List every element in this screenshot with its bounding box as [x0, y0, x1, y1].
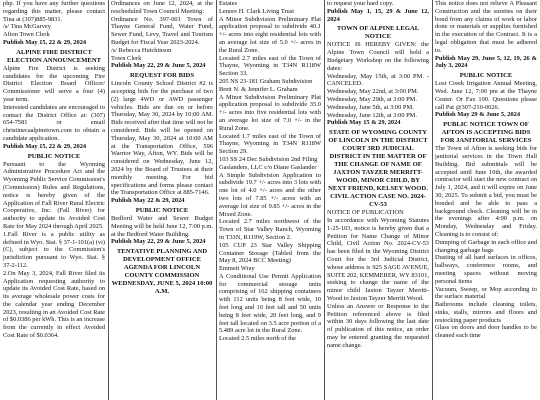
- notice-paragraph: Estates: [219, 0, 238, 7]
- publish-dates: Publish May 29, June 5, 12, 19, 26 & July 3, 2024: [435, 54, 537, 70]
- publish-dates: Publish May 29 & June 5, 2024: [435, 111, 521, 119]
- notice-paragraph: Located 2.5 miles north of the: [219, 335, 297, 343]
- notice-heading: ALPINE FIRE DISTRICT ELECTION ANNOUNCEMENT: [7, 48, 101, 64]
- notice-paragraph: NOTICE OF PUBLICATION: [327, 209, 404, 217]
- notice-heading: TOWN OF ALPINE LEGAL NOTICE: [336, 25, 420, 41]
- notice-heading: PUBLIC NOTICE: [27, 152, 81, 160]
- publish-dates: Publish May 15 & 29, 2024: [327, 119, 401, 127]
- notice-paragraph: Unless an Answer or Response to the Petition referenced above is filed within 30 days following the last date of publication of this notice, an order may be entered granting the requested name change.: [327, 302, 429, 349]
- notice-paragraph: A Minor Subdivision Preliminary Plat application proposal to subdivide 35.0 +/- acres into five residential lots with an average lot size of 7.0 +/- in the Rural Zone.: [219, 93, 321, 132]
- publish-dates: Publish May 15, 22 & 29, 2024: [3, 38, 87, 46]
- notice-paragraph: Lincoln County School District #2 is accepting bids for the purchase of two (2) large 4WD or AWD passenger vehicles. Bids are due on or before Thursday, May 30, 2024 by 10:00 AM. Bids received after that time will not be considered. Bids will be opened on Thursday, May 30, 2024 at 10:00 AM at the Transportation Office, 596 Warrior Way, Afton, WY. Bids will be considered on Wednesday, June 12, 2024 by the Board of Trustees at their monthly meeting. For bid specifications and forms please contact the Transportation Office at 885-7146.: [111, 80, 213, 197]
- notice-heading: REQUEST FOR BIDS: [129, 72, 194, 80]
- column-divider: [108, 0, 109, 400]
- column-5: [435, 0, 537, 340]
- notice-paragraph: Wednesday, June 5th, at 3:00 PM.: [327, 103, 414, 111]
- notice-paragraph: Ordinances on June 12, 2024, at the rescheduled Town Council Meeting:: [111, 0, 213, 15]
- notice-paragraph: Wednesday, June 12th, at 3:00 PM.: [327, 111, 417, 119]
- notice-paragraph: A Conditional Use Permit Application for commercial storage units comprising of 162 shipping containers with 112 units being 8 feet wide, 10 feet long and 10 feet tall and 50 units being 8 feet wide, 20 feet long, and 9 feet tall located on 3.5 acre portion of a 5.489 acre lot in the Rural Zone.: [219, 272, 321, 335]
- notice-paragraph: A Minor Subdivision Preliminary Plat application proposal to subdivide 40.1 +/- acres into eight residential lots with an average lot size of 5.0 +/- acres in the Rural Zone.: [219, 15, 321, 54]
- notice-paragraph: 2.On May 3, 2024, Fall River filed its Application requesting authority to update its Avoided Cost Rate, based on its average wholesale power costs for the calendar year ending December 2023, resulting in an Avoided Cost Rate of $0.0386 per kWh. This is an increase from the currently in effect Avoided Cost Rate of $0.0364.: [3, 269, 105, 340]
- notice-paragraph: This notice does not relieve A Pleasant Construction and the sureties on their bond from any claims of work or labor done or materials or supplies furnished in the execution of the Contract. It is a legal obligation that must be adhered to.: [435, 0, 537, 54]
- notice-signature: /s/ Rebecca Hutchinson: [111, 46, 172, 54]
- notice-paragraph: A Simple Subdivision Application to subdivide 19.7 +/- acres into 3 lots with one lot of 4.0 +/- acres and the other two lots of 7.85 +/- acres with an average lot size of 9.85 +/- acres in the Mixed Zone.: [219, 171, 321, 218]
- column-divider: [432, 0, 433, 400]
- notice-paragraph: NOTICE IS HEREBY GIVEN: the Alpine Town Council will hold a Budgetary Workshop on the following dates:: [327, 41, 429, 72]
- publish-dates: Publish May 1, 15, 29 & June 12, 2024: [327, 7, 429, 23]
- notice-heading: PUBLIC NOTICE TOWN OF AFTON IS ACCEPTING BIDS FOR JANITORIAL SERVICES: [440, 121, 532, 145]
- notice-paragraph: Located 2.7 miles east of the Town of Thayne, Wyoming in T34N R118W Section 33.: [219, 54, 321, 78]
- notice-paragraph: Wednesday, May 15th, at 3:00 PM. - CANCELED.: [327, 72, 429, 88]
- notice-paragraph: Gaslanders, LLC c/o Diane Gaslander: [219, 163, 317, 171]
- notice-paragraph: 1.Fall River is a public utility as defined in Wyo. Stat. § 37-1-101(a) (vi)(C), subject to the Commission's jurisdiction pursuant to Wyo. Stat. § 37-2-112.: [3, 230, 105, 269]
- column-4: [327, 0, 429, 350]
- notice-paragraph: Brett N. & Jennifer L. Graham: [219, 85, 298, 93]
- publish-dates: Publish May 15, 22 & 29, 2024: [3, 142, 87, 150]
- notice-heading: TENTATIVE PLANNING AND DEVELOPMENT OFFICE AGENDA FOR LINCOLN COUNTY COMMISSION WEDNESDAY, JUNE 5, 2024 10:00 A.M.: [111, 248, 213, 296]
- notice-heading: PUBLIC NOTICE: [459, 72, 513, 80]
- notice-heading: STATE OF WYOMING COUNTY OF LINCOLN IN THE DISTRICT COURT 3RD JUDICIAL DISTRICT IN THE MATTER OF THE CHANGE OF NAME OF JAXTON TAYZER MERRITT-WOOD, MINOR CHILD, BY NEXT FRIEND, KELSEY WOOD. CIVIL ACTION CASE NO. 2024-CV-53: [328, 129, 428, 209]
- notice-paragraph: Wednesday, May 29th, at 3:00 PM.: [327, 95, 417, 103]
- notice-signature: Afton Town Clerk: [3, 31, 50, 39]
- notice-paragraph: Pursuant to the Wyoming Administrative Procedure Act and the Wyoming Public Service Commission's (Commission) Rules and Regulations, notice is hereby given of the Application of Fall River Rural Electric Cooperative, Inc. (Fall River) for authority to update its Avoided Cost Rate for May 2024 through April 2025.: [3, 160, 105, 230]
- notice-paragraph: Dumping of Garbage in each office and changing garbage bags: [435, 238, 537, 254]
- notice-paragraph: Dusting of all hard surfaces in offices, hallways, conference rooms, and meeting spaces without moving personal items: [435, 254, 537, 285]
- notice-paragraph: Glass on doors and door handles to be cleaned each time: [435, 324, 537, 340]
- notice-paragraph: 105 CUP 23 Star Valley Shipping Container Storage (Tabled from the May 8, 2024 BCC Meeting): [219, 241, 321, 265]
- notice-paragraph: Located 2.7 miles northwest of the Town of Star Valley Ranch, Wyoming in T33N, R119W, Section 2.: [219, 218, 321, 241]
- notice-paragraph: Located 1.7 miles east of the Town of Thayne, Wyoming in T34N R118W Section 29.: [219, 132, 321, 156]
- notice-paragraph: Interested candidates are encouraged to contact the District Office at: (307) 654-7581 or email christinecaalpinetown.com to obtain a candidate application.: [3, 103, 105, 142]
- notice-paragraph: Wednesday, May 22nd, at 3:00 PM.: [327, 88, 419, 96]
- notice-paragraph: Emmett Wray: [219, 265, 255, 273]
- notice-paragraph: In accordance with Wyoming Statutes 1-25-103, notice is hereby given that a Petition for Name Change of Minor Child, Civil Action No. 2024-CV-53 has been filed in the Wyoming District Court for the 3rd Judicial District, whose address is 925 SAGE AVENUE, SUITE 202, KEMMERER, WY 83101, seeking to change the name of the minor child Jaxton Tayzer Merritt-Wood to Jaxton Tayzer Merritt Wood.: [327, 216, 429, 302]
- notice-signature: /s/ Tina McGarvey: [3, 23, 51, 31]
- notice-paragraph: Lost Creek Irrigation Annual Meeting, Wed. June 12, 7:00 pm at the Thayne Center. Or Fax 100. Questions please call Pat @307-210-0026.: [435, 80, 537, 111]
- notice-paragraph: Bedford Water and Sewer Budget Meeting will be held June 12, 7:00 p.m. at the Bedford Water Building.: [111, 214, 213, 238]
- publish-dates: Publish May 22 & 29, 2024: [111, 197, 185, 205]
- column-2: [111, 0, 213, 296]
- notice-paragraph: to request your hard copy.: [327, 0, 394, 7]
- column-divider: [324, 0, 325, 400]
- column-1: [3, 0, 105, 340]
- publish-dates: Publish May 22, 29 & June 5, 2024: [111, 62, 206, 70]
- notice-heading: PUBLIC NOTICE: [135, 206, 189, 214]
- notice-paragraph: 103 SS 24 Dec Subdivision 2nd Filing: [219, 155, 318, 163]
- notice-paragraph: Vacuum, Sweep, or Mop according to the surface material: [435, 285, 537, 301]
- notice-paragraph: Bathrooms include cleaning toilets, sinks, stalls, mirrors and floors and restocking paper products: [435, 301, 537, 324]
- column-divider: [216, 0, 217, 400]
- notice-signature: Town Clerk: [111, 54, 142, 62]
- notice-paragraph: 205 NS 23-181 Graham Subdivision: [219, 77, 313, 85]
- notice-paragraph: The Town of Afton is seeking bids for janitorial services in the Town Hall Building. Bid submittals will be accepted until June 10th, the awarded contractor will start the new contract on July 1, 2024, and it will expire on June 30, 2025. To submit a bid, you must be bonded and be able to pass a background check. Cleaning will be in the evenings after 4:00 p.m. on Monday, Wednesday and Friday. Cleaning is to consist of:: [435, 145, 537, 238]
- notice-paragraph: Lenore H. Clark Living Trust: [219, 7, 295, 15]
- notice-paragraph: Ordinance No. 397-001 Town of Thayne General Fund, Water Fund, Sewer Fund, Levy, Travel and Tourism Budget for Fiscal Year 2023-2024.: [111, 15, 213, 46]
- notice-paragraph: php. If you have any further questions regarding this matter, please contact Tina at (307)885-9831.: [3, 0, 105, 23]
- notice-paragraph: Alpine Fire District is seeking candidates for the upcoming Fire District Election Board Officer/ Commissioner will serve a four (4) year term.: [3, 64, 105, 103]
- column-3: [219, 0, 321, 343]
- publish-dates: Publish May 22, 29 & June 5, 2024: [111, 238, 206, 246]
